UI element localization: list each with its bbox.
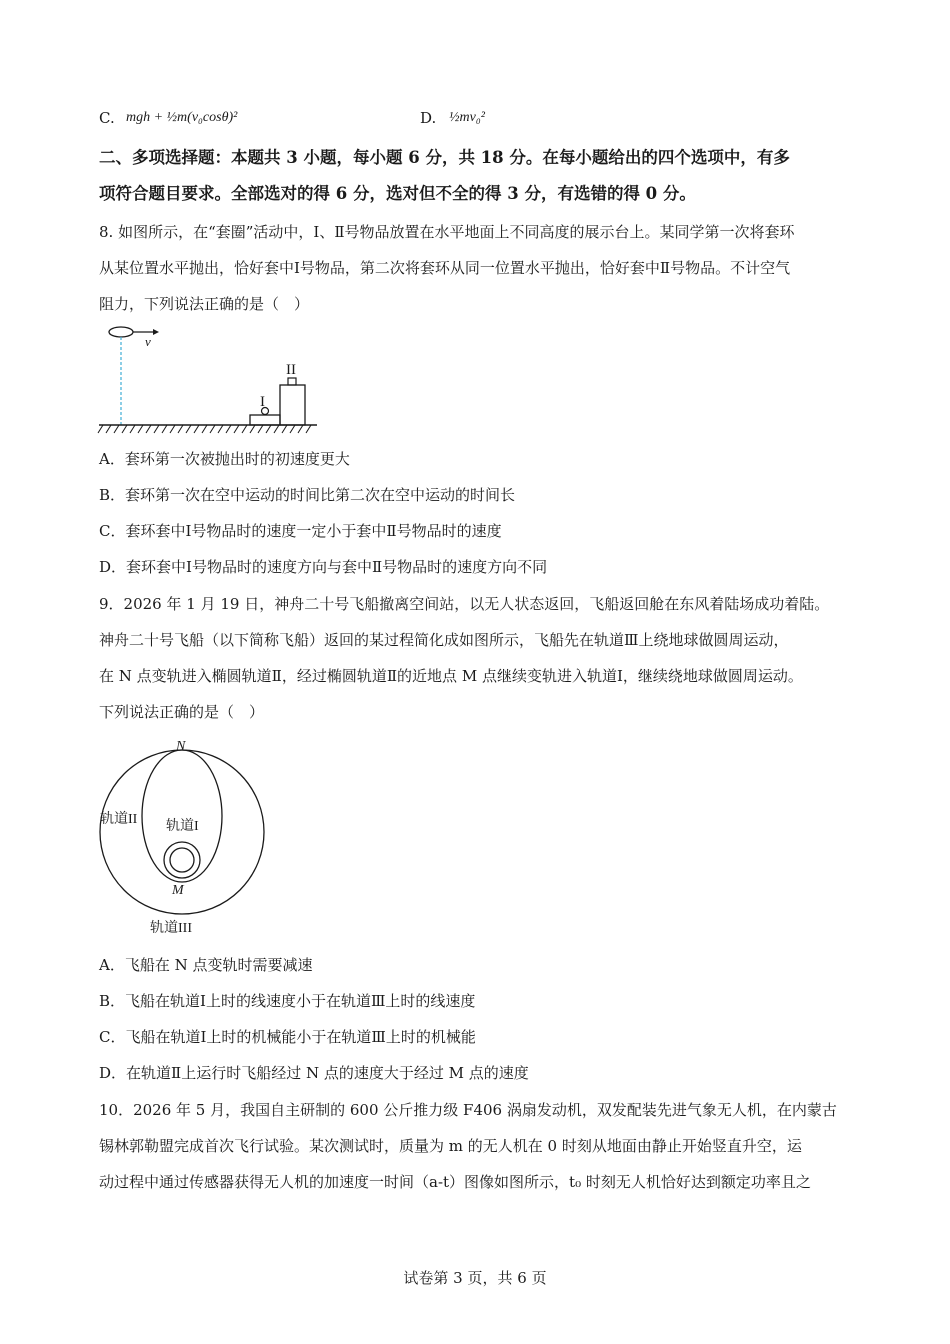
q8-option-c: C．套环套中Ⅰ号物品时的速度一定小于套中Ⅱ号物品时的速度: [99, 522, 502, 540]
orbit-figure: [95, 736, 275, 941]
section-heading-line-2: 项符合题目要求。全部选对的得 6 分，选对但不全的得 3 分，有选错的得 0 分。: [99, 184, 696, 203]
option-c-label: C.: [99, 109, 115, 127]
item-2-label: II: [286, 362, 296, 378]
q8-stem-line-1: 8. 如图所示，在“套圈”活动中，Ⅰ、Ⅱ号物品放置在水平地面上不同高度的展示台上。某同学第一次将套环: [99, 223, 795, 241]
q9-option-a: A．飞船在 N 点变轨时需要减速: [99, 956, 313, 974]
ground-hatching: [98, 425, 311, 433]
q8-stem-line-3: 阻力，下列说法正确的是（ ）: [99, 295, 310, 313]
low-platform: [250, 415, 280, 425]
earth-circle: [170, 848, 194, 872]
q9-option-b: B．飞船在轨道Ⅰ上时的线速度小于在轨道Ⅲ上时的线速度: [99, 992, 476, 1010]
ring-toss-figure: [95, 322, 325, 437]
q8-option-b: B．套环第一次在空中运动的时间比第二次在空中运动的时间长: [99, 486, 516, 504]
orbit-2-ellipse: [142, 750, 222, 882]
section-heading-line-1: 二、多项选择题：本题共 3 小题，每小题 6 分，共 18 分。在每小题给出的四个选项中，有多: [99, 148, 790, 167]
q8-option-d: D．套环套中Ⅰ号物品时的速度方向与套中Ⅱ号物品时的速度方向不同: [99, 558, 548, 576]
velocity-arrowhead: [153, 329, 159, 335]
q8-stem-line-2: 从某位置水平抛出，恰好套中Ⅰ号物品，第二次将套环从同一位置水平抛出，恰好套中Ⅱ号物品。不计空气: [99, 259, 791, 277]
q10-stem-line-3: 动过程中通过传感器获得无人机的加速度一时间（a-t）图像如图所示，t₀ 时刻无人机恰好达到额定功率且之: [99, 1173, 811, 1191]
q9-stem-line-3: 在 N 点变轨进入椭圆轨道Ⅱ，经过椭圆轨道Ⅱ的近地点 M 点继续变轨进入轨道Ⅰ，继续绕地球做圆周运动。: [99, 667, 803, 685]
q9-option-c: C．飞船在轨道Ⅰ上时的机械能小于在轨道Ⅲ上时的机械能: [99, 1028, 476, 1046]
q9-stem-line-2: 神舟二十号飞船（以下简称飞船）返回的某过程简化成如图所示，飞船先在轨道Ⅲ上绕地球做圆周运动，: [99, 631, 789, 649]
q10-stem-line-2: 锡林郭勒盟完成首次飞行试验。某次测试时，质量为 m 的无人机在 0 时刻从地面由静止开始竖直升空，运: [99, 1137, 802, 1155]
point-n-label: N: [176, 739, 186, 754]
high-platform: [280, 385, 305, 425]
q8-option-a: A．套环第一次被抛出时的初速度更大: [99, 450, 350, 468]
option-c-formula: mgh + ½m(v₀cosθ)²: [126, 110, 238, 125]
velocity-label: v: [145, 334, 151, 349]
orbit-2-label: 轨道II: [100, 812, 138, 827]
option-d-formula: ½mv₀²: [449, 110, 485, 125]
ring-shape: [109, 327, 133, 337]
orbit-1-label: 轨道I: [166, 819, 199, 834]
q9-stem-line-4: 下列说法正确的是（ ）: [99, 703, 265, 721]
q9-stem-line-1: 9．2026 年 1 月 19 日，神舟二十号飞船撤离空间站，以无人状态返回，飞船返回舱在东风着陆场成功着陆。: [99, 595, 830, 613]
item-1-label: I: [260, 394, 265, 410]
point-m-label: M: [172, 883, 184, 898]
item-2: [288, 378, 296, 385]
q9-option-d: D．在轨道Ⅱ上运行时飞船经过 N 点的速度大于经过 M 点的速度: [99, 1064, 529, 1082]
page-footer: 试卷第 3 页，共 6 页: [403, 1269, 547, 1287]
option-d-label: D.: [420, 109, 437, 127]
q10-stem-line-1: 10．2026 年 5 月，我国自主研制的 600 公斤推力级 F406 涡扇发动机，双发配装先进气象无人机，在内蒙古: [99, 1101, 837, 1119]
orbit-3-label: 轨道III: [150, 921, 192, 936]
